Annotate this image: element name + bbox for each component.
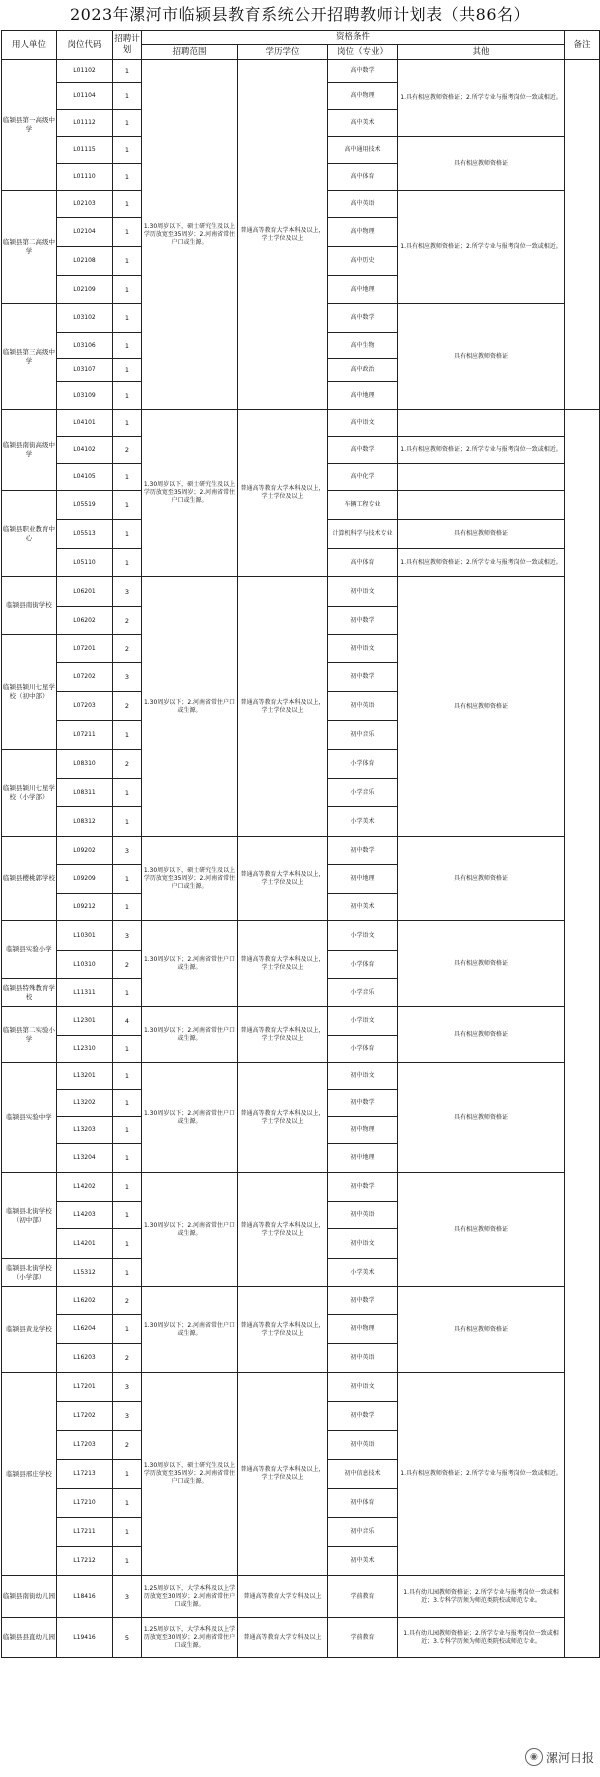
other-requirements-cell: 1.具有相应教师资格证；2.所学专业与报考岗位一致或相近。	[398, 549, 565, 577]
post-major-cell: 高中美术	[328, 110, 398, 137]
scope-cell: 1.30周岁以下，硕士研究生及以上学历放宽至35周岁；2.河南省常住户口或生源。	[142, 837, 238, 921]
scope-cell: 1.30周岁以下；2.河南省常住户口或生源。	[142, 1063, 238, 1173]
plan-count-cell: 1	[113, 60, 142, 83]
post-code-cell: L04102	[57, 437, 113, 464]
other-requirements-cell: 1.具有相应教师资格证；2.所学专业与报考岗位一致或相近。	[398, 437, 565, 464]
table-row	[2, 577, 600, 607]
post-major-cell: 初中音乐	[328, 1518, 398, 1547]
table-row	[2, 1287, 600, 1315]
header-post: 岗位（专业）	[328, 45, 398, 60]
post-major-cell: 初中英语	[328, 1202, 398, 1229]
post-major-cell: 小学语文	[328, 1007, 398, 1036]
scope-cell: 1.25周岁以下，大学本科及以上学历放宽至30周岁；2.河南省常住户口或生源。	[142, 1576, 238, 1618]
post-major-cell: 初中美术	[328, 1547, 398, 1576]
table-row	[2, 837, 600, 865]
post-code-cell: L17212	[57, 1547, 113, 1576]
plan-count-cell: 3	[113, 921, 142, 951]
other-requirements-cell: 1.具有相应教师资格证；2.所学专业与报考岗位一致或相近。	[398, 1373, 565, 1576]
plan-count-cell: 1	[113, 464, 142, 491]
plan-count-cell: 3	[113, 1373, 142, 1402]
education-cell: 普通高等教育大学本科及以上，学士学位及以上	[238, 1063, 328, 1173]
header-code: 岗位代码	[57, 31, 113, 60]
post-code-cell: L09209	[57, 865, 113, 894]
post-major-cell: 高中数学	[328, 60, 398, 83]
unit-name-cell: 临颍县第一高级中学	[2, 60, 57, 191]
post-code-cell: L07201	[57, 635, 113, 663]
post-code-cell: L05110	[57, 549, 113, 577]
plan-count-cell: 2	[113, 750, 142, 779]
plan-count-cell: 4	[113, 1007, 142, 1036]
table-row	[2, 1063, 600, 1090]
page-title: 2023年漯河市临颍县教育系统公开招聘教师计划表（共86名）	[69, 5, 531, 24]
unit-name-cell: 临颍县南街幼儿园	[2, 1576, 57, 1618]
post-code-cell: L10301	[57, 921, 113, 951]
other-requirements-cell: 具有相应教师资格证	[398, 1287, 565, 1373]
weibo-icon: ◉	[525, 1748, 543, 1766]
post-code-cell: L13201	[57, 1063, 113, 1090]
post-code-cell: L07211	[57, 721, 113, 750]
post-code-cell: L16202	[57, 1287, 113, 1315]
plan-count-cell: 1	[113, 1173, 142, 1202]
plan-count-cell: 2	[113, 692, 142, 721]
post-code-cell: L03109	[57, 382, 113, 410]
post-code-cell: L02103	[57, 191, 113, 218]
post-code-cell: L06202	[57, 607, 113, 635]
post-code-cell: L10310	[57, 951, 113, 979]
unit-name-cell: 临颍县北街学校（小学部）	[2, 1259, 57, 1287]
post-major-cell: 小学音乐	[328, 979, 398, 1007]
post-code-cell: L12301	[57, 1007, 113, 1036]
post-major-cell: 高中体育	[328, 164, 398, 191]
plan-count-cell: 1	[113, 1315, 142, 1344]
post-major-cell: 初中数学	[328, 1402, 398, 1431]
other-requirements-cell	[398, 491, 565, 520]
post-code-cell: L09202	[57, 837, 113, 865]
plan-count-cell: 3	[113, 1402, 142, 1431]
post-major-cell: 初中地理	[328, 1144, 398, 1173]
education-cell: 普通高等教育大学专科及以上	[238, 1576, 328, 1618]
other-requirements-cell: 1.具有幼儿园教师资格证；2.所学专业与报考岗位一致或相近；3.专科学历须为师范类院校或师范专业。	[398, 1618, 565, 1658]
post-major-cell: 高中历史	[328, 247, 398, 276]
unit-name-cell: 临颍县第二实验小学	[2, 1007, 57, 1063]
unit-name-cell: 临颍县颍川七星学校（小学部）	[2, 750, 57, 837]
table-row	[2, 1618, 600, 1658]
plan-count-cell: 1	[113, 410, 142, 437]
post-code-cell: L01102	[57, 60, 113, 83]
post-major-cell: 小学体育	[328, 750, 398, 779]
other-requirements-cell: 1.具有相应教师资格证；2.所学专业与报考岗位一致或相近。	[398, 191, 565, 304]
post-code-cell: L08311	[57, 779, 113, 807]
post-code-cell: L07202	[57, 663, 113, 692]
post-major-cell: 高中数学	[328, 304, 398, 333]
post-code-cell: L14203	[57, 1202, 113, 1229]
post-major-cell: 初中美术	[328, 894, 398, 921]
post-major-cell: 初中语文	[328, 1229, 398, 1259]
post-major-cell: 初中数学	[328, 1287, 398, 1315]
post-code-cell: L15312	[57, 1259, 113, 1287]
scope-cell: 1.30周岁以下；2.河南省常住户口或生源。	[142, 577, 238, 837]
post-code-cell: L12310	[57, 1036, 113, 1063]
unit-name-cell: 临颍县第三高级中学	[2, 304, 57, 410]
post-major-cell: 小学美术	[328, 807, 398, 837]
remark-cell	[565, 410, 600, 1658]
plan-count-cell: 1	[113, 218, 142, 247]
plan-count-cell: 1	[113, 894, 142, 921]
post-code-cell: L03106	[57, 333, 113, 359]
post-code-cell: L01110	[57, 164, 113, 191]
education-cell: 普通高等教育大学本科及以上，学士学位及以上	[238, 921, 328, 1007]
post-code-cell: L03107	[57, 359, 113, 382]
remark-cell	[565, 60, 600, 410]
post-major-cell: 初中地理	[328, 865, 398, 894]
post-code-cell: L05519	[57, 491, 113, 520]
post-code-cell: L17211	[57, 1518, 113, 1547]
education-cell: 普通高等教育大学本科及以上，学士学位及以上	[238, 1173, 328, 1287]
post-code-cell: L02108	[57, 247, 113, 276]
plan-count-cell: 1	[113, 1117, 142, 1144]
unit-name-cell: 临颍县职业教育中心	[2, 491, 57, 577]
post-major-cell: 学前教育	[328, 1576, 398, 1618]
plan-count-cell: 2	[113, 437, 142, 464]
other-requirements-cell: 具有相应教师资格证	[398, 520, 565, 549]
post-major-cell: 初中数学	[328, 837, 398, 865]
education-cell: 普通高等教育大学本科及以上，学士学位及以上	[238, 60, 328, 410]
post-code-cell: L03102	[57, 304, 113, 333]
education-cell: 普通高等教育大学本科及以上，学士学位及以上	[238, 410, 328, 577]
post-major-cell: 高中地理	[328, 382, 398, 410]
plan-count-cell: 1	[113, 1547, 142, 1576]
education-cell: 普通高等教育大学本科及以上，学士学位及以上	[238, 1373, 328, 1576]
post-major-cell: 高中生物	[328, 333, 398, 359]
post-major-cell: 小学体育	[328, 951, 398, 979]
post-code-cell: L08310	[57, 750, 113, 779]
post-code-cell: L09212	[57, 894, 113, 921]
post-code-cell: L07203	[57, 692, 113, 721]
education-cell: 普通高等教育大学本科及以上，学士学位及以上	[238, 1007, 328, 1063]
other-requirements-cell: 具有相应教师资格证	[398, 577, 565, 837]
plan-count-cell: 1	[113, 779, 142, 807]
other-requirements-cell: 具有相应教师资格证	[398, 137, 565, 191]
education-cell: 普通高等教育大学专科及以上	[238, 1618, 328, 1658]
post-code-cell: L06201	[57, 577, 113, 607]
unit-name-cell: 临颍县邢庄学校	[2, 1373, 57, 1576]
post-major-cell: 初中音乐	[328, 721, 398, 750]
table-row	[2, 921, 600, 951]
other-requirements-cell: 具有相应教师资格证	[398, 921, 565, 1007]
plan-count-cell: 1	[113, 1036, 142, 1063]
post-major-cell: 初中数学	[328, 607, 398, 635]
unit-name-cell: 临颍县颍川七星学校（初中部）	[2, 635, 57, 750]
post-code-cell: L17202	[57, 1402, 113, 1431]
plan-count-cell: 1	[113, 304, 142, 333]
other-requirements-cell: 具有相应教师资格证	[398, 1063, 565, 1173]
other-requirements-cell: 具有相应教师资格证	[398, 1007, 565, 1063]
plan-count-cell: 1	[113, 191, 142, 218]
unit-name-cell: 临颍县南街高级中学	[2, 410, 57, 491]
post-major-cell: 初中语文	[328, 1063, 398, 1090]
post-major-cell: 计算机科学与技术专业	[328, 520, 398, 549]
plan-count-cell: 1	[113, 865, 142, 894]
post-code-cell: L19416	[57, 1618, 113, 1658]
post-major-cell: 高中数学	[328, 437, 398, 464]
post-major-cell: 初中语文	[328, 577, 398, 607]
post-code-cell: L14202	[57, 1173, 113, 1202]
post-code-cell: L13202	[57, 1090, 113, 1117]
plan-count-cell: 5	[113, 1618, 142, 1658]
unit-name-cell: 临颍县特殊教育学校	[2, 979, 57, 1007]
plan-count-cell: 2	[113, 607, 142, 635]
plan-count-cell: 2	[113, 1431, 142, 1460]
unit-name-cell: 临颍县实验小学	[2, 921, 57, 979]
other-requirements-cell	[398, 410, 565, 437]
plan-count-cell: 2	[113, 1344, 142, 1373]
plan-count-cell: 1	[113, 1460, 142, 1489]
unit-name-cell: 临颍县樱桃郭学校	[2, 837, 57, 921]
unit-name-cell: 临颍县县直幼儿园	[2, 1618, 57, 1658]
post-code-cell: L16204	[57, 1315, 113, 1344]
scope-cell: 1.30周岁以下；2.河南省常住户口或生源。	[142, 1173, 238, 1287]
table-row	[2, 1007, 600, 1036]
post-major-cell: 高中政治	[328, 359, 398, 382]
plan-count-cell: 1	[113, 1518, 142, 1547]
header-scope: 招聘范围	[142, 45, 238, 60]
plan-count-cell: 3	[113, 577, 142, 607]
scope-cell: 1.30周岁以下，硕士研究生及以上学历放宽至35周岁；2.河南省常住户口或生源。	[142, 1373, 238, 1576]
table-row	[2, 1373, 600, 1402]
plan-count-cell: 2	[113, 635, 142, 663]
plan-count-cell: 1	[113, 520, 142, 549]
unit-name-cell: 临颍县实验中学	[2, 1063, 57, 1173]
post-code-cell: L18416	[57, 1576, 113, 1618]
post-major-cell: 初中语文	[328, 635, 398, 663]
table-row	[2, 410, 600, 437]
header-remark: 备注	[565, 31, 600, 60]
post-major-cell: 小学语文	[328, 921, 398, 951]
recruitment-table	[1, 30, 600, 1658]
post-major-cell: 初中物理	[328, 1117, 398, 1144]
scope-cell: 1.30周岁以下，硕士研究生及以上学历放宽至35周岁；2.河南省常住户口或生源。	[142, 60, 238, 410]
post-code-cell: L04105	[57, 464, 113, 491]
other-requirements-cell	[398, 464, 565, 491]
unit-name-cell: 临颍县黄龙学校	[2, 1287, 57, 1373]
post-code-cell: L02109	[57, 276, 113, 304]
plan-count-cell: 1	[113, 721, 142, 750]
post-code-cell: L13204	[57, 1144, 113, 1173]
other-requirements-cell: 1.具有幼儿园教师资格证；2.所学专业与报考岗位一致或相近；3.专科学历须为师范类院校或师范专业。	[398, 1576, 565, 1618]
plan-count-cell: 3	[113, 663, 142, 692]
table-body	[2, 60, 600, 1658]
post-major-cell: 初中物理	[328, 1315, 398, 1344]
post-major-cell: 小学体育	[328, 1036, 398, 1063]
other-requirements-cell: 具有相应教师资格证	[398, 837, 565, 921]
post-major-cell: 初中数学	[328, 663, 398, 692]
table-row	[2, 1173, 600, 1202]
post-major-cell: 车辆工程专业	[328, 491, 398, 520]
scope-cell: 1.30周岁以下；2.河南省常住户口或生源。	[142, 1287, 238, 1373]
post-major-cell: 高中地理	[328, 276, 398, 304]
other-requirements-cell: 具有相应教师资格证	[398, 1173, 565, 1287]
watermark-text: 漯河日报	[545, 1750, 594, 1765]
plan-count-cell: 1	[113, 1259, 142, 1287]
plan-count-cell: 1	[113, 1063, 142, 1090]
plan-count-cell: 1	[113, 1202, 142, 1229]
post-code-cell: L17201	[57, 1373, 113, 1402]
post-code-cell: L17210	[57, 1489, 113, 1518]
post-code-cell: L01104	[57, 83, 113, 110]
plan-count-cell: 1	[113, 276, 142, 304]
unit-name-cell: 临颍县南街学校	[2, 577, 57, 635]
post-major-cell: 初中英语	[328, 1344, 398, 1373]
plan-count-cell: 1	[113, 1229, 142, 1259]
plan-count-cell: 1	[113, 164, 142, 191]
post-code-cell: L11311	[57, 979, 113, 1007]
post-code-cell: L08312	[57, 807, 113, 837]
scope-cell: 1.25周岁以下，大学本科及以上学历放宽至30周岁；2.河南省常住户口或生源。	[142, 1618, 238, 1658]
post-code-cell: L14201	[57, 1229, 113, 1259]
post-major-cell: 高中通用技术	[328, 137, 398, 164]
table-row	[2, 1576, 600, 1618]
post-major-cell: 高中化学	[328, 464, 398, 491]
post-major-cell: 初中英语	[328, 1431, 398, 1460]
post-major-cell: 小学音乐	[328, 779, 398, 807]
plan-count-cell: 1	[113, 807, 142, 837]
other-requirements-cell: 1.具有相应教师资格证；2.所学专业与报考岗位一致或相近。	[398, 60, 565, 137]
post-major-cell: 初中数学	[328, 1173, 398, 1202]
plan-count-cell: 1	[113, 1489, 142, 1518]
plan-count-cell: 1	[113, 382, 142, 410]
post-code-cell: L05513	[57, 520, 113, 549]
plan-count-cell: 1	[113, 1144, 142, 1173]
watermark	[500, 1744, 598, 1770]
post-major-cell: 学前教育	[328, 1618, 398, 1658]
other-requirements-cell: 具有相应教师资格证	[398, 304, 565, 410]
post-major-cell: 高中物理	[328, 218, 398, 247]
plan-count-cell: 1	[113, 247, 142, 276]
plan-count-cell: 1	[113, 83, 142, 110]
header-education: 学历学位	[238, 45, 328, 60]
plan-count-cell: 1	[113, 137, 142, 164]
scope-cell: 1.30周岁以下；2.河南省常住户口或生源。	[142, 921, 238, 1007]
header-qualification: 资格条件	[142, 31, 565, 45]
plan-count-cell: 1	[113, 1090, 142, 1117]
header-plan: 招聘计划	[113, 31, 142, 60]
plan-count-cell: 1	[113, 359, 142, 382]
header-other: 其他	[398, 45, 565, 60]
plan-count-cell: 3	[113, 837, 142, 865]
education-cell: 普通高等教育大学本科及以上，学士学位及以上	[238, 577, 328, 837]
plan-count-cell: 1	[113, 110, 142, 137]
table-row	[2, 60, 600, 83]
post-major-cell: 高中英语	[328, 191, 398, 218]
scope-cell: 1.30周岁以下，硕士研究生及以上学历放宽至35周岁；2.河南省常住户口或生源。	[142, 410, 238, 577]
post-major-cell: 高中语文	[328, 410, 398, 437]
unit-name-cell: 临颍县北街学校（初中部）	[2, 1173, 57, 1259]
post-code-cell: L17203	[57, 1431, 113, 1460]
post-major-cell: 初中数学	[328, 1090, 398, 1117]
plan-count-cell: 1	[113, 491, 142, 520]
education-cell: 普通高等教育大学本科及以上，学士学位及以上	[238, 837, 328, 921]
plan-count-cell: 3	[113, 1576, 142, 1618]
plan-count-cell: 1	[113, 549, 142, 577]
post-code-cell: L17213	[57, 1460, 113, 1489]
plan-count-cell: 1	[113, 979, 142, 1007]
scope-cell: 1.30周岁以下；2.河南省常住户口或生源。	[142, 1007, 238, 1063]
post-major-cell: 初中体育	[328, 1489, 398, 1518]
post-code-cell: L16203	[57, 1344, 113, 1373]
post-major-cell: 高中体育	[328, 549, 398, 577]
post-code-cell: L13203	[57, 1117, 113, 1144]
unit-name-cell: 临颍县第二高级中学	[2, 191, 57, 304]
post-major-cell: 小学美术	[328, 1259, 398, 1287]
post-major-cell: 初中语文	[328, 1373, 398, 1402]
plan-count-cell: 2	[113, 1287, 142, 1315]
education-cell: 普通高等教育大学本科及以上，学士学位及以上	[238, 1287, 328, 1373]
plan-count-cell: 1	[113, 333, 142, 359]
post-code-cell: L02104	[57, 218, 113, 247]
header-unit: 用人单位	[2, 31, 57, 60]
plan-count-cell: 2	[113, 951, 142, 979]
post-code-cell: L01112	[57, 110, 113, 137]
post-code-cell: L04101	[57, 410, 113, 437]
post-code-cell: L01115	[57, 137, 113, 164]
post-major-cell: 高中物理	[328, 83, 398, 110]
post-major-cell: 初中信息技术	[328, 1460, 398, 1489]
post-major-cell: 初中英语	[328, 692, 398, 721]
